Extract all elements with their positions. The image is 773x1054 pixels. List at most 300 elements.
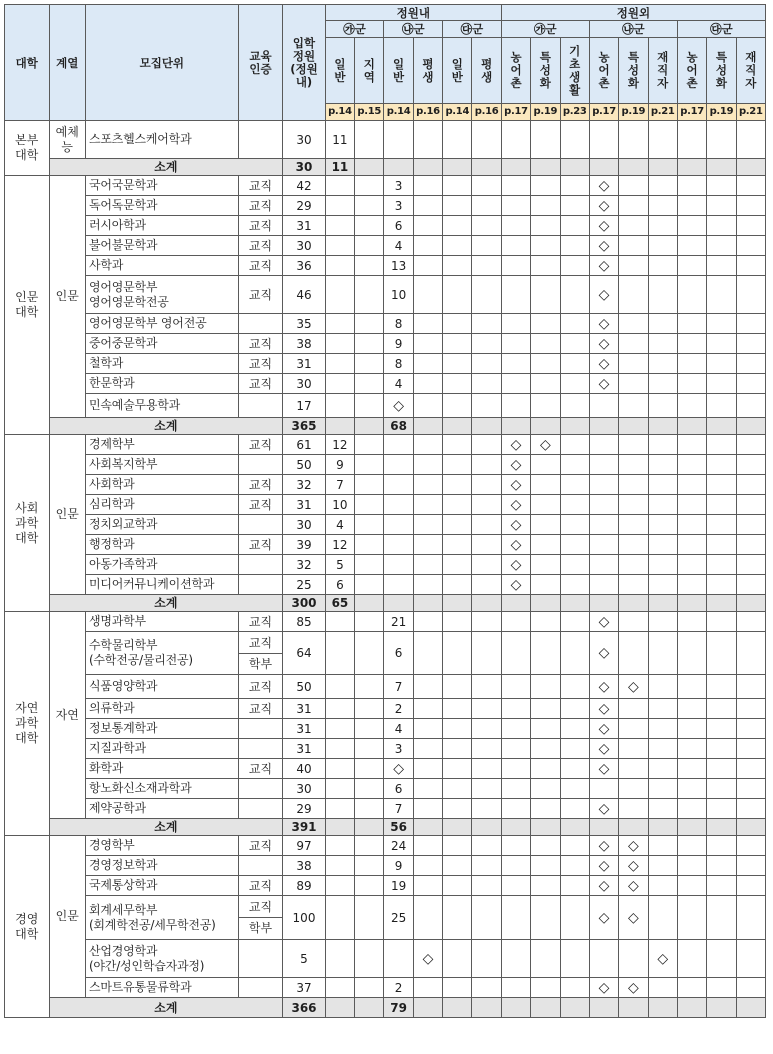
unit-name-cell <box>85 896 238 940</box>
quota-cell: 31 <box>283 495 326 515</box>
value-cell <box>443 276 472 314</box>
value-cell <box>443 876 472 896</box>
quota-cell: 30 <box>283 779 326 799</box>
value-cell <box>443 334 472 354</box>
value-cell <box>531 779 560 799</box>
value-cell <box>472 354 501 374</box>
subtotal-value <box>736 819 765 836</box>
value-cell <box>443 555 472 575</box>
value-cell <box>707 759 736 779</box>
diamond-icon: ◇ <box>589 632 618 675</box>
value-cell <box>648 121 677 159</box>
subtotal-value <box>413 418 442 435</box>
value-cell <box>355 719 384 739</box>
subtotal-value <box>472 819 501 836</box>
subtotal-quota: 300 <box>283 595 326 612</box>
subtotal-value <box>501 819 530 836</box>
value-cell <box>707 575 736 595</box>
value-cell <box>589 435 618 455</box>
subtotal-value <box>677 159 706 176</box>
header-page-ref: p.16 <box>472 104 501 121</box>
value-cell <box>736 896 765 940</box>
value-cell <box>648 236 677 256</box>
value-cell <box>648 314 677 334</box>
subtotal-value <box>619 159 648 176</box>
value-cell <box>355 675 384 699</box>
value-cell <box>619 739 648 759</box>
subtotal-value <box>472 595 501 612</box>
value-cell <box>736 555 765 575</box>
value-cell: 9 <box>384 334 413 354</box>
value-cell <box>531 354 560 374</box>
value-cell <box>355 394 384 418</box>
value-cell <box>472 515 501 535</box>
header-out-da: ㉰군 <box>677 21 765 38</box>
value-cell <box>325 836 354 856</box>
college-cell: 자연 과학 대학 <box>5 612 50 836</box>
header-page-ref: p.21 <box>648 104 677 121</box>
value-cell <box>531 799 560 819</box>
subtotal-label: 소계 <box>49 159 283 176</box>
value-cell <box>472 334 501 354</box>
subtotal-quota: 391 <box>283 819 326 836</box>
value-cell <box>531 475 560 495</box>
value-cell <box>677 896 706 940</box>
value-cell <box>472 612 501 632</box>
value-cell <box>443 475 472 495</box>
value-cell <box>648 759 677 779</box>
value-cell <box>619 334 648 354</box>
unit-name-line: 민속예술무용학과 <box>88 398 181 412</box>
subtotal-value <box>589 418 618 435</box>
header-quota: 입학 정원 (정원 내) <box>283 5 326 121</box>
unit-name-line: 미디어커뮤니케이션학과 <box>88 577 215 591</box>
value-cell <box>355 535 384 555</box>
value-cell <box>677 334 706 354</box>
value-cell <box>325 276 354 314</box>
subtotal-label: 소계 <box>49 418 283 435</box>
value-cell <box>560 176 589 196</box>
value-cell <box>707 216 736 236</box>
subtotal-value <box>443 998 472 1018</box>
table-row <box>5 555 766 575</box>
header-in-ga: ㉮군 <box>325 21 384 38</box>
quota-cell: 39 <box>283 535 326 555</box>
value-cell <box>413 455 442 475</box>
subtotal-value <box>736 998 765 1018</box>
value-cell <box>589 515 618 535</box>
subtotal-value <box>355 418 384 435</box>
value-cell <box>648 799 677 819</box>
value-cell <box>531 876 560 896</box>
quota-cell: 38 <box>283 856 326 876</box>
value-cell <box>501 314 530 334</box>
value-cell <box>413 314 442 334</box>
value-cell <box>355 555 384 575</box>
diamond-icon: ◇ <box>589 675 618 699</box>
value-cell <box>355 455 384 475</box>
diamond-icon: ◇ <box>619 675 648 699</box>
unit-name-line: 영어영문학전공 <box>88 294 169 309</box>
diamond-icon: ◇ <box>589 896 618 940</box>
value-cell <box>619 555 648 575</box>
value-cell <box>413 334 442 354</box>
value-cell <box>736 876 765 896</box>
value-cell <box>413 535 442 555</box>
diamond-icon: ◇ <box>619 836 648 856</box>
value-cell <box>443 896 472 940</box>
value-cell <box>648 739 677 759</box>
subtotal-value <box>707 595 736 612</box>
subtotal-label: 소계 <box>49 998 283 1018</box>
value-cell <box>677 495 706 515</box>
header-page-ref: p.21 <box>736 104 765 121</box>
value-cell <box>560 779 589 799</box>
value-cell: 11 <box>325 121 354 159</box>
value-cell <box>707 535 736 555</box>
unit-name-line: 국어국문학과 <box>88 178 158 192</box>
value-cell <box>619 216 648 236</box>
table-row <box>5 575 766 595</box>
unit-name-line: 정치외교학과 <box>88 517 158 531</box>
subtotal-value: 68 <box>384 418 413 435</box>
table-row <box>5 256 766 276</box>
value-cell <box>560 896 589 940</box>
unit-name-cell <box>85 719 238 739</box>
value-cell <box>501 779 530 799</box>
value-cell <box>560 196 589 216</box>
quota-cell: 30 <box>283 374 326 394</box>
value-cell <box>443 121 472 159</box>
value-cell <box>560 719 589 739</box>
value-cell <box>707 612 736 632</box>
value-cell <box>443 354 472 374</box>
subtotal-value <box>384 159 413 176</box>
value-cell <box>443 256 472 276</box>
value-cell <box>355 632 384 675</box>
value-cell <box>619 455 648 475</box>
value-cell <box>531 836 560 856</box>
quota-cell: 32 <box>283 475 326 495</box>
table-row <box>5 515 766 535</box>
cert-cell <box>238 779 283 799</box>
value-cell <box>677 256 706 276</box>
cert-badge: 교직 <box>239 897 283 918</box>
value-cell <box>589 394 618 418</box>
value-cell <box>677 314 706 334</box>
quota-cell: 31 <box>283 719 326 739</box>
unit-name-cell <box>85 276 238 314</box>
value-cell <box>707 515 736 535</box>
subtotal-value <box>443 418 472 435</box>
cert-cell: 교직 <box>238 836 283 856</box>
value-cell <box>619 699 648 719</box>
value-cell <box>501 799 530 819</box>
value-cell <box>472 276 501 314</box>
header-in-ga-regional: 지 역 <box>355 38 384 104</box>
value-cell <box>560 216 589 236</box>
diamond-icon: ◇ <box>589 276 618 314</box>
subtotal-value <box>531 418 560 435</box>
quota-cell: 97 <box>283 836 326 856</box>
unit-name-line: 식품영양학과 <box>88 679 158 693</box>
value-cell <box>325 612 354 632</box>
subtotal-value <box>707 418 736 435</box>
cert-cell: 교직 <box>238 535 283 555</box>
value-cell <box>560 374 589 394</box>
unit-name-line: 사회복지학부 <box>88 457 158 471</box>
value-cell <box>413 978 442 998</box>
value-cell <box>531 121 560 159</box>
diamond-icon: ◇ <box>589 978 618 998</box>
unit-name-cell <box>85 575 238 595</box>
value-cell <box>355 575 384 595</box>
value-cell <box>619 176 648 196</box>
value-cell <box>677 374 706 394</box>
value-cell <box>736 612 765 632</box>
diamond-icon: ◇ <box>619 876 648 896</box>
diamond-icon: ◇ <box>619 856 648 876</box>
value-cell <box>619 276 648 314</box>
value-cell <box>325 196 354 216</box>
quota-cell: 30 <box>283 121 326 159</box>
value-cell <box>501 836 530 856</box>
value-cell <box>472 759 501 779</box>
college-cell: 인문 대학 <box>5 176 50 435</box>
value-cell <box>325 675 354 699</box>
value-cell <box>560 455 589 475</box>
subtotal-value <box>413 819 442 836</box>
unit-name-line: 의류학과 <box>88 701 135 715</box>
value-cell <box>355 978 384 998</box>
value-cell <box>589 555 618 575</box>
diamond-icon: ◇ <box>413 940 442 978</box>
value-cell <box>472 495 501 515</box>
diamond-icon: ◇ <box>589 196 618 216</box>
unit-name-line: 정보통계학과 <box>88 721 158 735</box>
value-cell <box>560 495 589 515</box>
unit-name-cell <box>85 314 238 334</box>
header-in-quota: 정원내 <box>325 5 501 21</box>
value-cell <box>648 334 677 354</box>
unit-name-line: 지질과학과 <box>88 741 146 755</box>
value-cell <box>501 196 530 216</box>
quota-cell: 17 <box>283 394 326 418</box>
value-cell: 3 <box>384 176 413 196</box>
table-row <box>5 876 766 896</box>
value-cell <box>619 435 648 455</box>
cert-cell <box>238 555 283 575</box>
subtotal-value: 56 <box>384 819 413 836</box>
value-cell <box>472 216 501 236</box>
subtotal-quota: 366 <box>283 998 326 1018</box>
cert-cell: 교직 <box>238 334 283 354</box>
subtotal-row <box>5 819 766 836</box>
value-cell <box>648 699 677 719</box>
value-cell <box>619 759 648 779</box>
subtotal-value <box>648 819 677 836</box>
value-cell <box>648 632 677 675</box>
cert-cell: 교직 <box>238 759 283 779</box>
diamond-icon: ◇ <box>589 699 618 719</box>
value-cell: 12 <box>325 435 354 455</box>
value-cell <box>472 176 501 196</box>
value-cell <box>325 354 354 374</box>
unit-name-cell <box>85 856 238 876</box>
value-cell <box>325 876 354 896</box>
header-in-da-general: 일 반 <box>443 38 472 104</box>
header-out-ga-special: 특 성 화 <box>531 38 560 104</box>
quota-cell: 85 <box>283 612 326 632</box>
value-cell <box>736 374 765 394</box>
unit-name-line: 수학물리학부 <box>88 638 158 652</box>
subtotal-value <box>443 595 472 612</box>
value-cell <box>413 632 442 675</box>
subtotal-value <box>619 998 648 1018</box>
value-cell <box>443 612 472 632</box>
unit-name-cell <box>85 176 238 196</box>
value-cell <box>472 196 501 216</box>
value-cell <box>355 236 384 256</box>
table-row <box>5 612 766 632</box>
value-cell <box>707 196 736 216</box>
unit-name-line: 경제학부 <box>88 437 135 451</box>
value-cell <box>443 374 472 394</box>
value-cell <box>589 575 618 595</box>
value-cell <box>707 779 736 799</box>
header-out-quota: 정원외 <box>501 5 765 21</box>
value-cell <box>648 394 677 418</box>
value-cell <box>472 394 501 418</box>
subtotal-value <box>648 159 677 176</box>
value-cell <box>619 719 648 739</box>
value-cell <box>413 256 442 276</box>
cert-cell: 교직 <box>238 196 283 216</box>
subtotal-value <box>560 595 589 612</box>
value-cell <box>325 940 354 978</box>
value-cell <box>707 978 736 998</box>
subtotal-value <box>677 998 706 1018</box>
unit-name-line: 러시아학과 <box>88 218 146 232</box>
subtotal-value <box>560 819 589 836</box>
value-cell <box>707 719 736 739</box>
header-out-da-rural: 농 어 촌 <box>677 38 706 104</box>
subtotal-value <box>531 159 560 176</box>
value-cell <box>355 699 384 719</box>
value-cell <box>443 495 472 515</box>
value-cell <box>472 314 501 334</box>
unit-name-line: 제약공학과 <box>88 801 146 815</box>
value-cell <box>531 334 560 354</box>
value-cell <box>560 121 589 159</box>
value-cell <box>472 121 501 159</box>
table-row <box>5 836 766 856</box>
cert-cell: 교직 <box>238 256 283 276</box>
value-cell <box>443 779 472 799</box>
value-cell <box>560 394 589 418</box>
value-cell <box>560 515 589 535</box>
header-unit: 모집단위 <box>85 5 238 121</box>
subtotal-value <box>589 819 618 836</box>
subtotal-quota: 30 <box>283 159 326 176</box>
subtotal-row <box>5 595 766 612</box>
value-cell <box>355 940 384 978</box>
value-cell <box>619 314 648 334</box>
value-cell <box>677 759 706 779</box>
value-cell <box>472 632 501 675</box>
value-cell <box>619 495 648 515</box>
value-cell <box>531 176 560 196</box>
header-page-ref: p.17 <box>501 104 530 121</box>
value-cell <box>443 856 472 876</box>
value-cell <box>648 495 677 515</box>
value-cell <box>501 176 530 196</box>
quota-cell: 5 <box>283 940 326 978</box>
cert-cell <box>238 719 283 739</box>
value-cell <box>443 176 472 196</box>
header-page-ref: p.17 <box>677 104 706 121</box>
value-cell <box>619 236 648 256</box>
quota-cell: 50 <box>283 455 326 475</box>
value-cell <box>648 354 677 374</box>
value-cell <box>531 374 560 394</box>
value-cell <box>707 334 736 354</box>
diamond-icon: ◇ <box>501 515 530 535</box>
value-cell <box>413 675 442 699</box>
unit-name-line: 화학과 <box>88 761 124 775</box>
table-row <box>5 896 766 940</box>
field-cell: 인문 <box>49 435 85 595</box>
value-cell <box>736 216 765 236</box>
value-cell <box>707 374 736 394</box>
value-cell <box>355 121 384 159</box>
value-cell <box>472 535 501 555</box>
cert-cell <box>238 856 283 876</box>
value-cell <box>384 435 413 455</box>
subtotal-value <box>413 998 442 1018</box>
value-cell <box>472 675 501 699</box>
cert-cell: 교직 <box>238 495 283 515</box>
subtotal-value <box>355 159 384 176</box>
college-cell: 경영 대학 <box>5 836 50 1018</box>
subtotal-value <box>736 595 765 612</box>
unit-name-line: 국제통상학과 <box>88 878 158 892</box>
diamond-icon: ◇ <box>589 216 618 236</box>
value-cell <box>501 675 530 699</box>
table-row <box>5 978 766 998</box>
table-row <box>5 475 766 495</box>
value-cell <box>355 354 384 374</box>
subtotal-value <box>325 418 354 435</box>
unit-name-line: 스마트유통물류학과 <box>88 980 192 994</box>
value-cell: 4 <box>384 374 413 394</box>
value-cell <box>472 374 501 394</box>
value-cell <box>501 216 530 236</box>
cert-cell: 교직 <box>238 612 283 632</box>
value-cell <box>736 276 765 314</box>
unit-name-line: 불어불문학과 <box>88 238 158 252</box>
value-cell <box>472 739 501 759</box>
value-cell <box>707 354 736 374</box>
value-cell <box>355 256 384 276</box>
unit-name-line: 철학과 <box>88 356 124 370</box>
value-cell <box>736 836 765 856</box>
unit-name-cell <box>85 475 238 495</box>
cert-cell <box>238 394 283 418</box>
value-cell <box>501 699 530 719</box>
header-page-ref: p.19 <box>707 104 736 121</box>
value-cell <box>648 515 677 535</box>
